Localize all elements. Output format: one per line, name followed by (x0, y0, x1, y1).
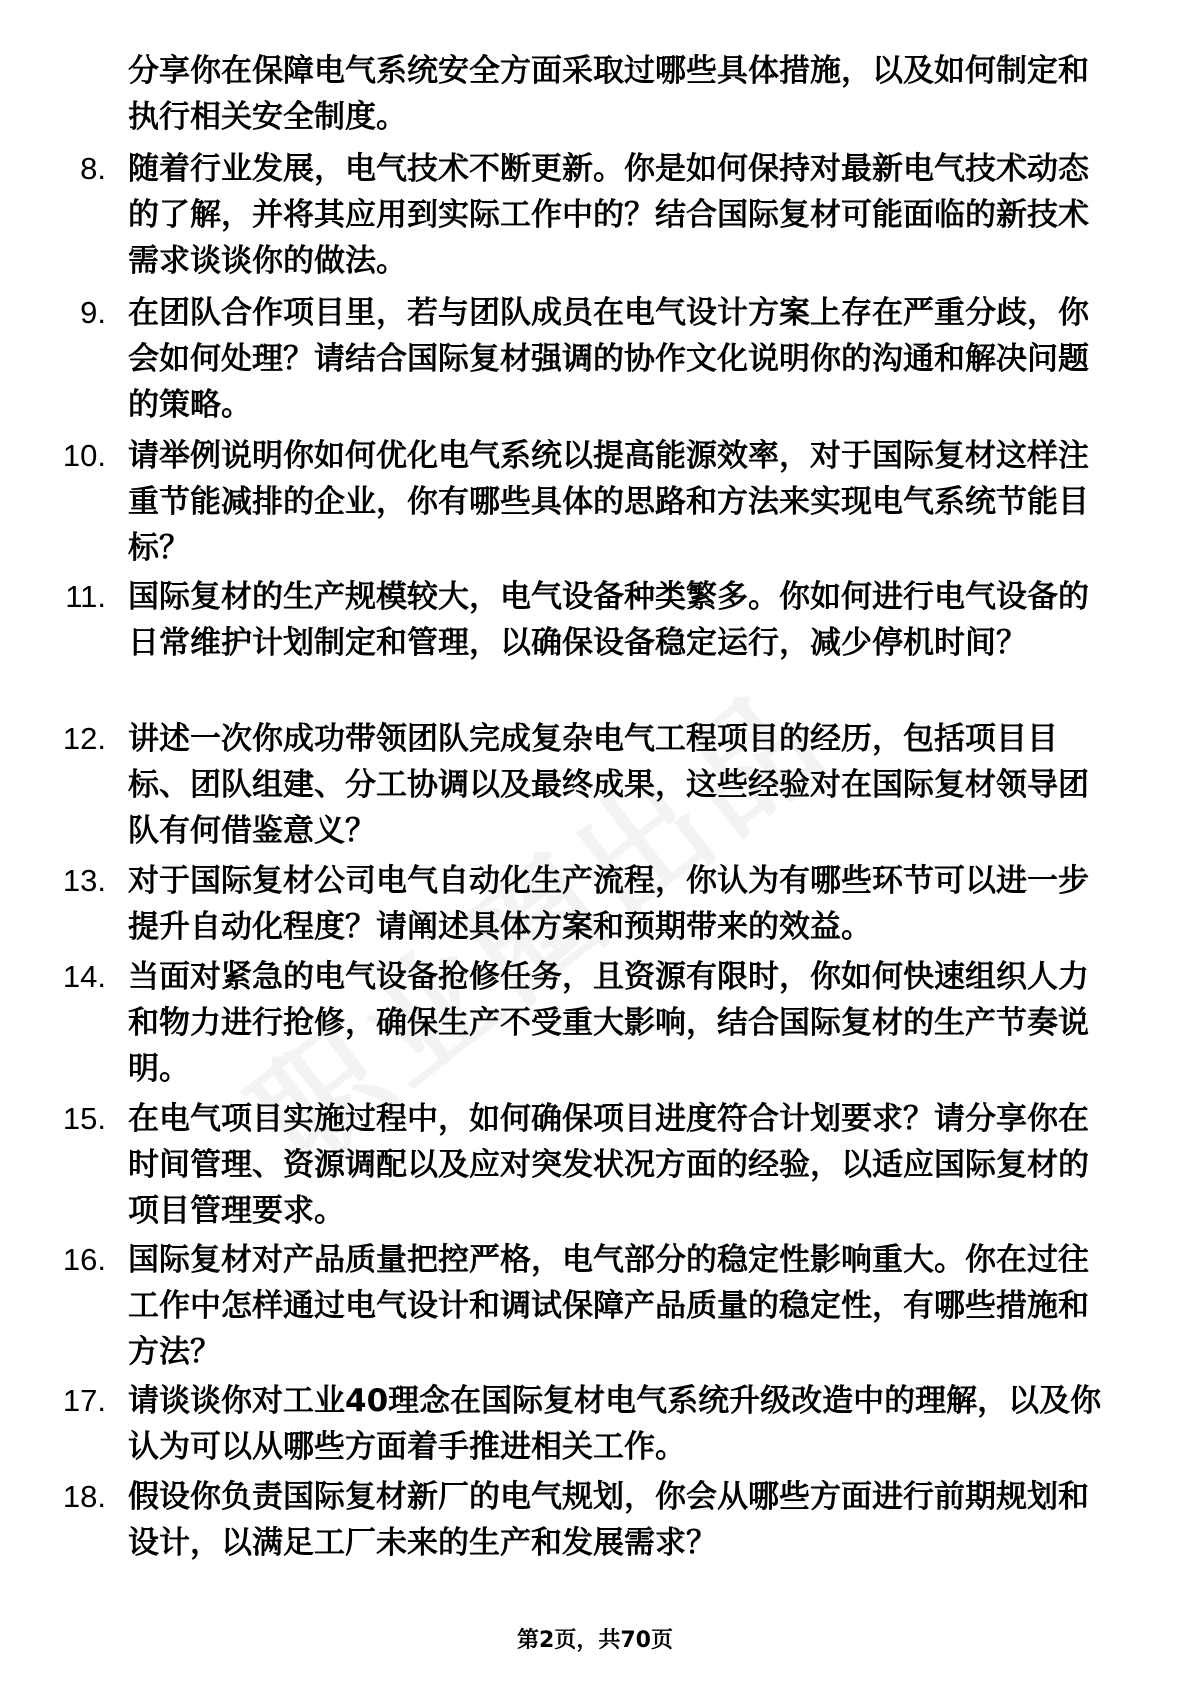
question-number: 13. (62, 863, 106, 898)
question-number: 18. (62, 1479, 106, 1514)
question-number: 14. (62, 959, 106, 994)
question-number: 8. (80, 151, 106, 186)
question-text: 请谈谈你对工业40理念在国际复材电气系统升级改造中的理解，以及你认为可以从哪些方面着手推进相关工作。 (128, 1383, 1102, 1465)
question-text: 对于国际复材公司电气自动化生产流程，你认为有哪些环节可以进一步提升自动化程度？请阐述具体方案和预期带来的效益。 (128, 863, 1089, 945)
intro-paragraph: 分享你在保障电气系统安全方面采取过哪些具体措施，以及如何制定和执行相关安全制度。 (128, 53, 1089, 135)
question-number: 10. (62, 438, 106, 473)
question-number: 15. (62, 1101, 106, 1136)
question-text: 在电气项目实施过程中，如何确保项目进度符合计划要求？请分享你在时间管理、资源调配以及应对突发状况方面的经验，以适应国际复材的项目管理要求。 (128, 1101, 1089, 1229)
question-number: 17. (62, 1383, 106, 1418)
question-number: 12. (62, 721, 106, 756)
question-number: 9. (80, 295, 106, 330)
question-text: 讲述一次你成功带领团队完成复杂电气工程项目的经历，包括项目目标、团队组建、分工协调以及最终成果，这些经验对在国际复材领导团队有何借鉴意义？ (128, 721, 1089, 849)
question-text: 国际复材对产品质量把控严格，电气部分的稳定性影响重大。你在过往工作中怎样通过电气设计和调试保障产品质量的稳定性，有哪些措施和方法？ (128, 1242, 1089, 1370)
question-text: 国际复材的生产规模较大，电气设备种类繁多。你如何进行电气设备的日常维护计划制定和管理，以确保设备稳定运行，减少停机时间？ (128, 579, 1089, 661)
question-text: 当面对紧急的电气设备抢修任务，且资源有限时，你如何快速组织人力和物力进行抢修，确保生产不受重大影响，结合国际复材的生产节奏说明。 (128, 959, 1089, 1087)
question-number: 11. (65, 579, 106, 614)
question-text: 在团队合作项目里，若与团队成员在电气设计方案上存在严重分歧，你会如何处理？请结合国际复材强调的协作文化说明你的沟通和解决问题的策略。 (128, 295, 1089, 423)
question-number: 16. (62, 1242, 106, 1277)
question-text: 随着行业发展，电气技术不断更新。你是如何保持对最新电气技术动态的了解，并将其应用到实际工作中的？结合国际复材可能面临的新技术需求谈谈你的做法。 (128, 151, 1089, 279)
page-footer: 第2页，共70页 (517, 1628, 673, 1653)
question-text: 请举例说明你如何优化电气系统以提高能源效率，对于国际复材这样注重节能减排的企业，你有哪些具体的思路和方法来实现电气系统节能目标？ (128, 438, 1089, 566)
question-text: 假设你负责国际复材新厂的电气规划，你会从哪些方面进行前期规划和设计，以满足工厂未来的生产和发展需求？ (128, 1479, 1089, 1561)
